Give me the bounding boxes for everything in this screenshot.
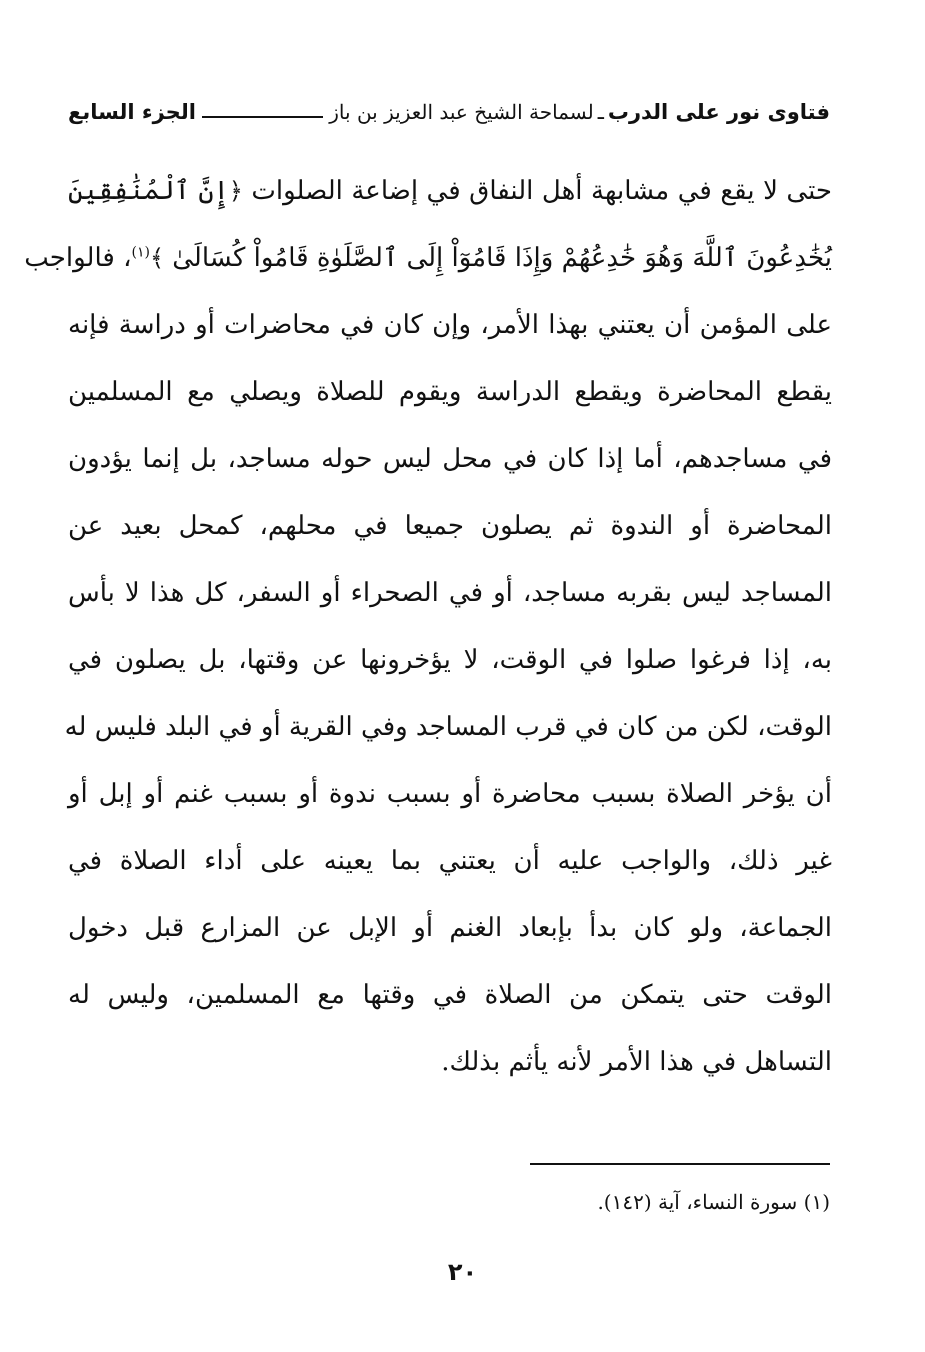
body-line: يقطع المحاضرة ويقطع الدراسة ويقوم للصلاة ويصلي مع المسلمين [68, 377, 832, 407]
body-line [24, 225, 832, 292]
header-author: لسماحة الشيخ عبد العزيز بن باز [329, 100, 594, 124]
footnote-divider [530, 1163, 830, 1165]
body-text-segment: ، فالواجب [24, 243, 132, 273]
body-line: على المؤمن أن يعتني بهذا الأمر، وإن كان في محاضرات أو دراسة فإنه [68, 310, 832, 340]
page-number: ٢٠ [447, 1258, 478, 1286]
body-line: غير ذلك، والواجب عليه أن يعتني بما يعينه على أداء الصلاة في [68, 846, 832, 876]
header-rule [202, 116, 323, 118]
body-line: التساهل في هذا الأمر لأنه يأثم بذلك. [441, 1047, 832, 1077]
body-line: الوقت حتى يتمكن من الصلاة في وقتها مع المسلمين، وليس له [68, 980, 832, 1010]
footnote: (١) سورة النساء، آية (١٤٢). [597, 1190, 830, 1214]
quran-close-bracket: ﴾ [149, 244, 164, 272]
body-line [68, 158, 832, 225]
body-line: به، إذا فرغوا صلوا في الوقت، لا يؤخرونها عن وقتها، بل يصلون في [68, 645, 832, 675]
header-separator: ـ [597, 100, 604, 124]
quran-verse-segment: إِنَّ ٱلْمُنَٰفِقِينَ [68, 176, 229, 206]
quran-open-bracket: ﴿ [228, 177, 243, 205]
body-line: المساجد ليس بقربه مساجد، أو في الصحراء أو السفر، كل هذا لا بأس [68, 578, 832, 608]
body-line: في مساجدهم، أما إذا كان في محل ليس حوله مساجد، بل إنما يؤدون [68, 444, 832, 474]
fatwa-body [24, 158, 832, 1096]
body-line: الجماعة، ولو كان بدأ بإبعاد الغنم أو الإبل عن المزارع قبل دخول [68, 913, 832, 943]
body-text-segment: حتى لا يقع في مشابهة أهل النفاق في إضاعة الصلوات [242, 176, 832, 206]
body-line: المحاضرة أو الندوة ثم يصلون جميعا في محلهم، كمحل بعيد عن [68, 511, 832, 541]
header-book-title: فتاوى نور على الدرب [607, 100, 830, 124]
quran-verse-segment: يُخَٰدِعُونَ ٱللَّهَ وَهُوَ خَٰدِعُهُمْ وَإِذَا قَامُوٓاْ إِلَى ٱلصَّلَوٰةِ قَامُواْ كُسَالَىٰ [172, 243, 832, 273]
header-volume: الجزء السابع [68, 100, 196, 124]
footnote-reference[interactable]: (١) [131, 244, 150, 261]
running-header [68, 92, 830, 132]
body-line: أن يؤخر الصلاة بسبب محاضرة أو بسبب ندوة أو بسبب غنم أو إبل أو [68, 779, 832, 809]
body-line: الوقت، لكن من كان في قرب المساجد وفي القرية أو في البلد فليس له [64, 712, 832, 742]
